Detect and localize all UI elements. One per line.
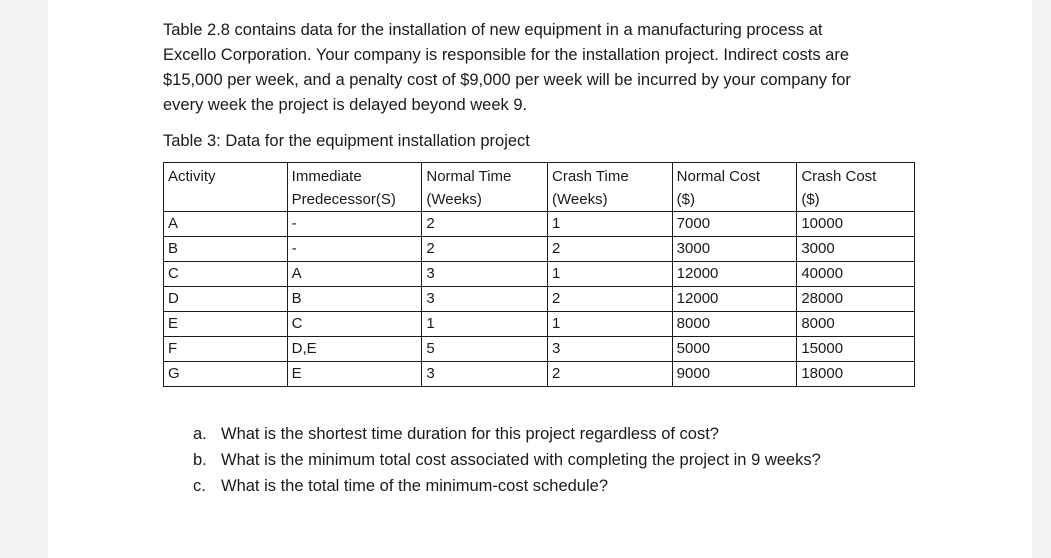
cell-crash-cost: 3000 [797,237,915,262]
question-list [163,421,923,499]
table-row [164,362,915,387]
cell-activity: E [164,312,288,337]
header-normal-time [422,163,548,212]
header-text: ($) [801,191,820,208]
cell-crash-time: 1 [548,262,673,287]
question-text: What is the minimum total cost associated with completing the project in 9 weeks? [221,451,821,469]
cell-activity: B [164,237,288,262]
cell-normal-time: 3 [422,262,548,287]
cell-normal-time: 5 [422,337,548,362]
table-row [164,212,915,237]
intro-line: Excello Corporation. Your company is responsible for the installation project. Indirect costs are [163,46,850,64]
document-page [48,0,1032,558]
cell-crash-time: 1 [548,312,673,337]
cell-crash-time: 2 [548,362,673,387]
cell-predecessor: C [287,312,422,337]
cell-normal-time: 1 [422,312,548,337]
header-predecessor [287,163,422,212]
table-row [164,312,915,337]
table-row [164,262,915,287]
cell-crash-cost: 18000 [797,362,915,387]
question-text: What is the total time of the minimum-cost schedule? [221,477,608,495]
cell-normal-cost: 9000 [672,362,797,387]
cell-predecessor: - [287,237,422,262]
cell-normal-cost: 7000 [672,212,797,237]
cell-activity: A [164,212,288,237]
question-letter: c. [193,477,206,495]
intro-line: $15,000 per week, and a penalty cost of $9,000 per week will be incurred by your company for [163,71,851,89]
cell-crash-time: 2 [548,237,673,262]
cell-crash-time: 2 [548,287,673,312]
cell-activity: F [164,337,288,362]
cell-predecessor: A [287,262,422,287]
header-text: Immediate [291,168,362,185]
table-header-row [164,163,915,212]
cell-normal-time: 2 [422,237,548,262]
intro-paragraph [163,18,923,118]
table-caption: Table 3: Data for the equipment installation project [163,132,530,150]
question-letter: a. [193,425,207,443]
header-crash-time [548,163,673,212]
header-text: Crash Cost [801,168,877,185]
cell-crash-cost: 40000 [797,262,915,287]
table-row [164,337,915,362]
cell-activity: D [164,287,288,312]
header-crash-cost [797,163,915,212]
cell-crash-cost: 15000 [797,337,915,362]
intro-line: every week the project is delayed beyond week 9. [163,96,528,114]
header-text: (Weeks) [552,191,608,208]
cell-normal-time: 2 [422,212,548,237]
header-text: Normal Time [426,168,512,185]
cell-normal-cost: 12000 [672,287,797,312]
question-item [193,421,923,447]
header-text: (Weeks) [426,191,482,208]
cell-predecessor: E [287,362,422,387]
cell-predecessor: B [287,287,422,312]
cell-crash-time: 3 [548,337,673,362]
activity-table [163,162,915,387]
cell-crash-cost: 10000 [797,212,915,237]
cell-crash-time: 1 [548,212,673,237]
header-text: ($) [676,191,696,208]
table-row [164,287,915,312]
cell-normal-cost: 5000 [672,337,797,362]
header-text: Normal Cost [676,168,761,185]
header-normal-cost [672,163,797,212]
question-item [193,447,923,473]
header-text: Activity [168,168,216,185]
header-activity [164,163,288,212]
cell-crash-cost: 8000 [797,312,915,337]
cell-normal-cost: 8000 [672,312,797,337]
question-letter: b. [193,451,207,469]
cell-predecessor: D,E [287,337,422,362]
cell-activity: G [164,362,288,387]
cell-normal-time: 3 [422,362,548,387]
cell-normal-cost: 3000 [672,237,797,262]
table-row [164,237,915,262]
cell-predecessor: - [287,212,422,237]
header-text: Predecessor(S) [291,191,396,208]
cell-activity: C [164,262,288,287]
question-text: What is the shortest time duration for this project regardless of cost? [221,425,719,443]
cell-normal-time: 3 [422,287,548,312]
header-text: Crash Time [552,168,629,185]
question-item [193,473,923,499]
cell-crash-cost: 28000 [797,287,915,312]
document-content [163,18,923,499]
intro-line: Table 2.8 contains data for the installation of new equipment in a manufacturing process at [163,21,823,39]
cell-normal-cost: 12000 [672,262,797,287]
